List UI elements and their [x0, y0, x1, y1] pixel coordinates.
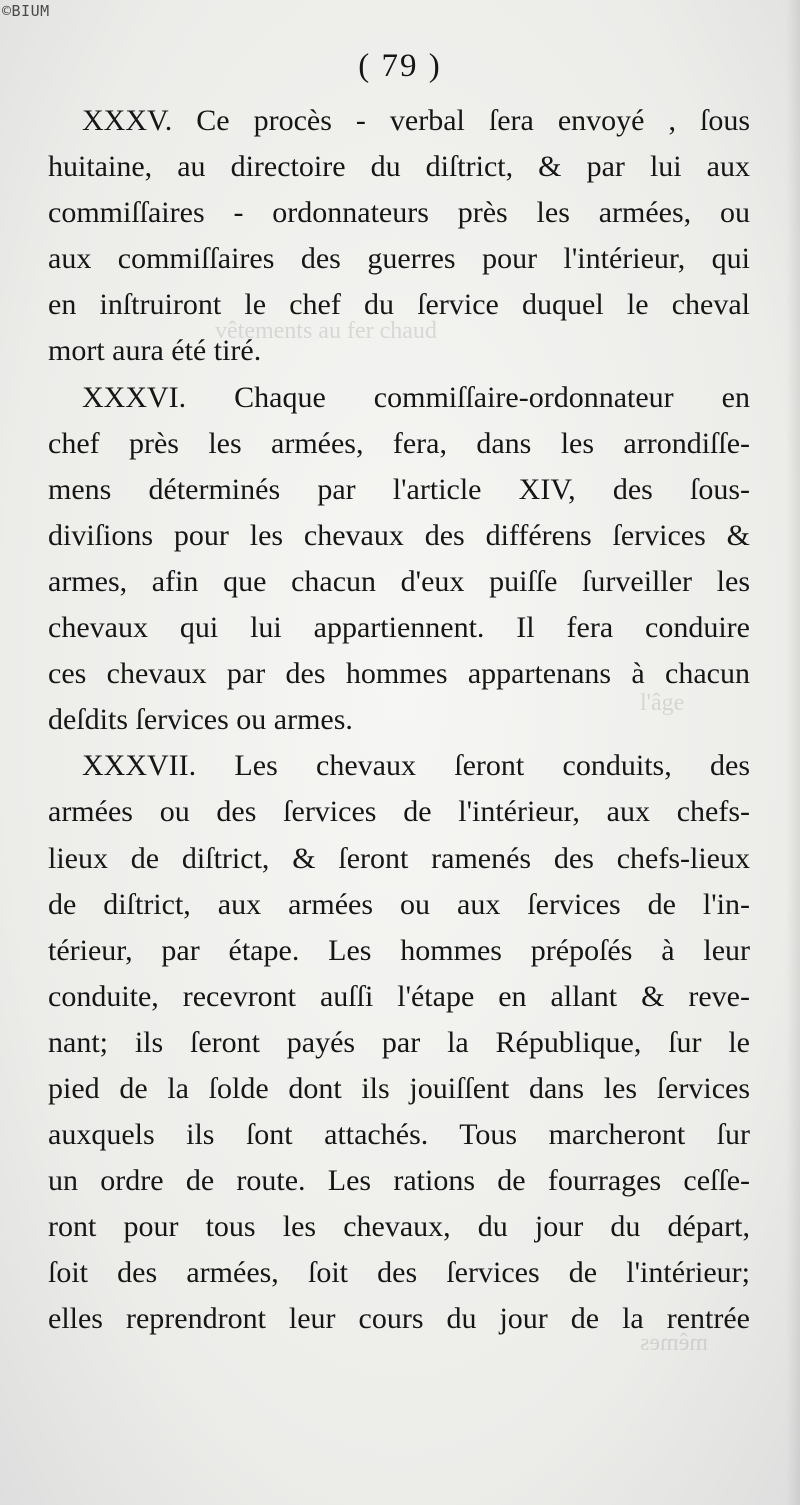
text-line: en inſtruiront le chef du ſervice duquel le cheval: [48, 288, 750, 322]
article-xxxvii: [48, 743, 750, 1342]
show-through-ink: l'âge: [640, 690, 685, 716]
text-line: auxquels ils ſont attachés. Tous marcheront ſur: [48, 1118, 750, 1152]
text-line: ront pour tous les chevaux, du jour du départ,: [48, 1210, 750, 1244]
article-xxxvi: [48, 375, 750, 744]
text-line: armes, afin que chacun d'eux puiſſe ſurveiller les: [48, 564, 750, 598]
text-line: commiſſaires - ordonnateurs près les armées, ou: [48, 196, 750, 230]
text-line: lieux de diſtrict, & ſeront ramenés des chefs-lieux: [48, 841, 750, 875]
text-line: deſdits ſervices ou armes.: [48, 703, 353, 737]
text-line: conduite, recevront auſſi l'étape en allant & reve-: [48, 979, 750, 1013]
text-line: armées ou des ſervices de l'intérieur, aux chefs-: [48, 795, 750, 829]
text-line: chef près les armées, fera, dans les arrondiſſe-: [48, 426, 750, 460]
show-through-ink: mêmes: [640, 1330, 708, 1356]
show-through-ink: vêtements au fer chaud: [215, 318, 437, 344]
text-line: aux commiſſaires des guerres pour l'intérieur, qui: [48, 242, 750, 276]
text-line: XXXVI. Chaque commiſſaire-ordonnateur en: [82, 380, 750, 414]
text-line: ſoit des armées, ſoit des ſervices de l'intérieur;: [48, 1256, 750, 1290]
text-line: elles reprendront leur cours du jour de la rentrée: [48, 1302, 750, 1336]
article-xxxv: [48, 98, 750, 375]
library-watermark: ©BIUM: [2, 2, 50, 20]
text-line: un ordre de route. Les rations de fourrages ceſſe-: [48, 1164, 750, 1198]
text-line: térieur, par étape. Les hommes prépoſés à leur: [48, 933, 750, 967]
text-line: pied de la ſolde dont ils jouiſſent dans les ſervices: [48, 1071, 750, 1105]
body-text: [48, 98, 750, 1343]
text-line: mort aura été tiré.: [48, 334, 262, 368]
page-number: ( 79 ): [358, 48, 442, 84]
text-line: XXXVII. Les chevaux ſeront conduits, des: [82, 749, 750, 783]
text-line: chevaux qui lui appartiennent. Il fera conduire: [48, 611, 750, 645]
text-line: nant; ils ſeront payés par la République, ſur le: [48, 1025, 750, 1059]
text-line: huitaine, au directoire du diſtrict, & par lui aux: [48, 150, 750, 184]
text-line: ces chevaux par des hommes appartenans à chacun: [48, 657, 750, 691]
text-line: XXXV. Ce procès - verbal ſera envoyé , ſous: [82, 104, 750, 137]
text-line: diviſions pour les chevaux des différens ſervices &: [48, 518, 750, 552]
page-edge-shadow: [786, 0, 800, 1505]
text-line: mens déterminés par l'article XIV, des ſous-: [48, 472, 750, 506]
text-line: de diſtrict, aux armées ou aux ſervices de l'in-: [48, 887, 750, 921]
